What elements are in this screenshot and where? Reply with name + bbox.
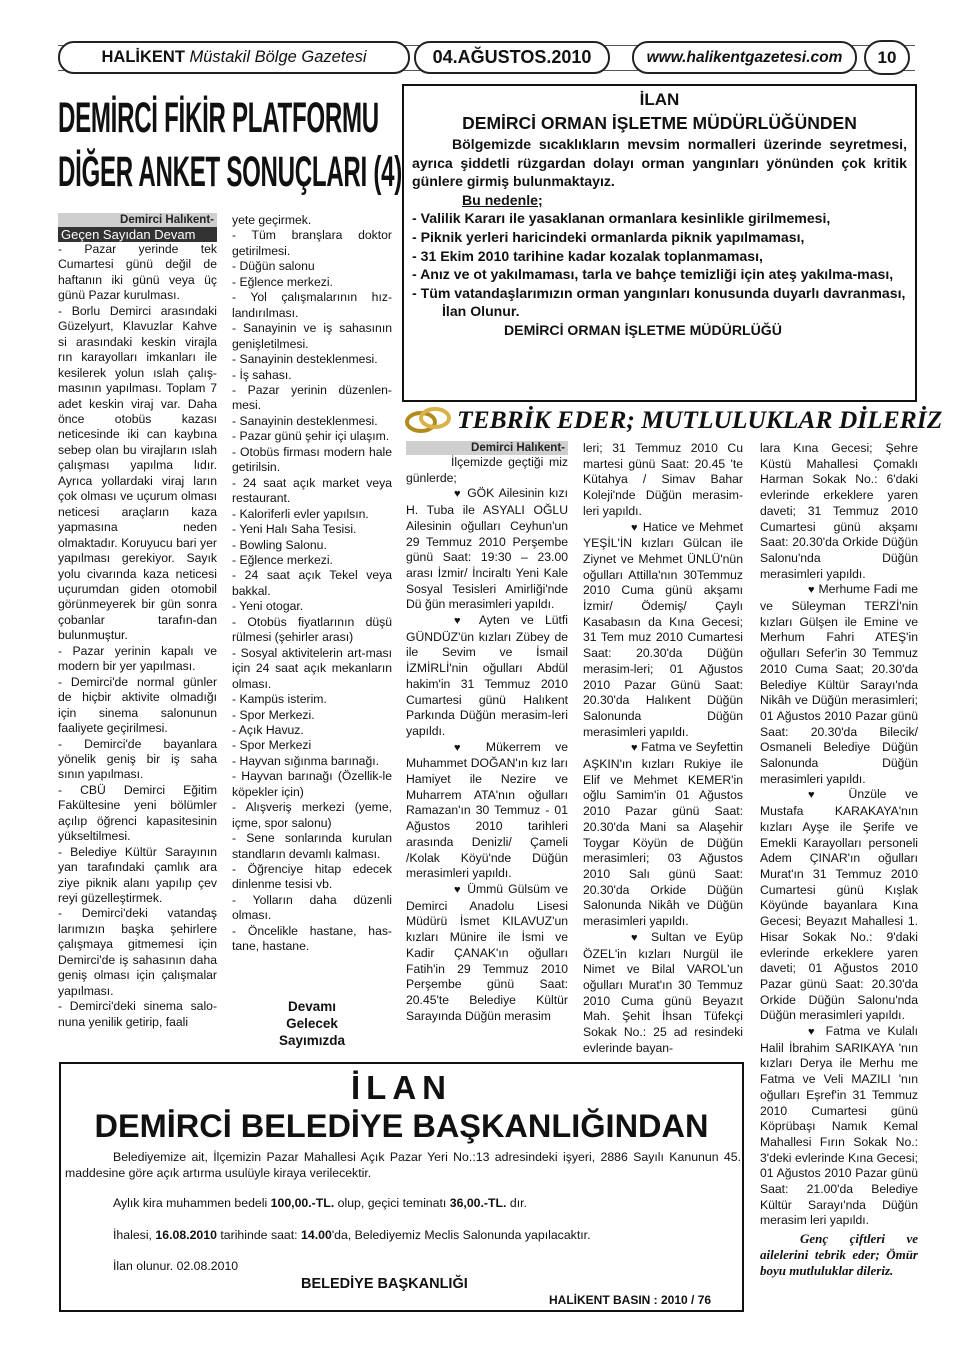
article-item: - Açık Havuz. xyxy=(232,722,304,737)
continued-line: Gelecek xyxy=(286,1016,338,1031)
congrats-entry-text: Fatma ve Seyfettin AŞKIN'ın kızları Rukiye ile Elif ve Mehmet KEMER'in oğlu Samim'in 01 Ağustos 2010 Pazar günü Saat: 20.30'da Mani sa Alaşehir Toygar Köyün de Düğün merasimleri; 03 Ağustos 2010 Salı günü Saat: 20.30'da Orkide Düğün Salonunda Nikâh ve Düğün merasimleri yapıldı. xyxy=(583,740,743,929)
municipality-signature: BELEDİYE BAŞKANLIĞI xyxy=(301,1276,468,1292)
continued-line: Devamı xyxy=(287,999,337,1014)
municipality-notice-body: Belediyemize ait, İlçemizin Pazar Mahallesi Açık Pazar Yeri No.:13 adresindeki işyeri, 2886 Sayılı Kanunun 45. maddesine göre açık artırma usulüyle kiraya verilecektir. xyxy=(65,1150,741,1180)
forest-notice-item: - Anız ve ot yakılmaması, tarla ve bahçe temizliği için ateş yakılma-ması, xyxy=(412,266,894,283)
article-item: - Pazar yerinin düzenlen-mesi. xyxy=(232,382,392,413)
article-item: - Eğlence merkezi. xyxy=(232,274,333,289)
article-paragraph: - Demirci'deki vatandaş larımızın başka şehirlere çalışmaya gitmemesi için Demirci'de iş sahasının daha geniş olması için çalışmalar yapılması. xyxy=(58,906,217,998)
congrats-intro: İlçemizde geçtiği miz günlerde; xyxy=(406,455,568,485)
article-paragraph: - CBÜ Demirci Eğitim Fakültesine yeni bölümler açılıp öğrenci kapasitesinin yükseltilmesi. xyxy=(58,782,217,844)
heart-icon: ♥ xyxy=(631,521,639,534)
wedding-rings-icon xyxy=(402,404,454,436)
rent-amount: 100,00.-TL. xyxy=(270,1196,335,1210)
heart-icon: ♥ xyxy=(454,883,463,896)
heart-icon: ♥ xyxy=(631,742,638,755)
congrats-entry xyxy=(760,1024,918,1229)
article-item: - Sene sonlarında kurulan standların devamlı kalması. xyxy=(232,831,392,861)
article-item: - İş sahası. xyxy=(232,367,292,382)
forest-notice-item: - Tüm vatandaşlarımızın orman yangınları konusunda duyarlı davranması, xyxy=(412,284,906,301)
continued-note xyxy=(232,998,392,1049)
article-item: - Kaloriferli evler yapılsın. xyxy=(232,506,369,521)
article-item: - Alışveriş merkezi (yeme, içme, spor salonu) xyxy=(232,800,392,830)
municipality-notice-title: İLAN xyxy=(351,1069,452,1106)
website-link[interactable]: www.halikentgazetesi.com xyxy=(632,41,857,74)
congrats-entry-text: Hatice ve Mehmet YEŞİL'İN kızları Gülcan ile Ziynet ve Mehmet ÜNLÜ'nün oğulları Attilla'nın 30Temmuz 2010 Cuma günü akşamı İzmir/ Ödemiş/ Çaylı Kasabasın da Kına Gecesi; 31 Tem muz 2010 Cumartesi Saat: 20.30'da Düğün merasim-leri; 01 Ağustos 2010 Pazar Günü Saat: 20.30'da Halıkent Düğün Salonunda Düğün merasimleri yapıldı. xyxy=(583,519,743,739)
issue-date: 04.AĞUSTOS.2010 xyxy=(414,41,610,74)
forest-notice-title: İLAN xyxy=(639,90,680,109)
article-item: - Spor Merkezi xyxy=(232,738,312,753)
article-item: - Otobüs firması modern hale getirilsin. xyxy=(232,444,392,475)
article-item: - Bowling Salonu. xyxy=(232,537,327,552)
article-paragraph: - Borlu Demirci arasındaki Güzelyurt, Klavuzlar Kahve si arasındaki keskin virajla rın karayolları imkanları ile kesilerek yolun ıslah çalış-masının yapılması. Toplam 7 adet keskin viraj var. Daha önce otobüs kazası neticesinde iki can kaybına sebep olan bu virajların ıslah çalışması yapılma lıdır. Ayrıca yollardaki viraj ların çok olması ve uçurum olması neticesi araçların kaza yapmasına neden olmaktadır. Koruyucu bari yer yapılması gerekiyor. Sayık yolu civarında kaza neticesi uçurumdan giden otomobil görünmeyerek bir gün sonra çobanlar tarafın-dan bulunmuştur. xyxy=(58,303,217,643)
auction-date: 16.08.2010 xyxy=(155,1228,217,1242)
paper-name-pill xyxy=(58,41,410,74)
congrats-entry xyxy=(583,930,743,1057)
article-item: - Yolların daha düzenli olması. xyxy=(232,892,392,923)
forest-notice-subtitle: DEMİRCİ ORMAN İŞLETME MÜDÜRLÜĞÜNDEN xyxy=(462,113,857,133)
press-code: HALİKENT BASIN : 2010 / 76 xyxy=(549,1293,712,1307)
municipality-rent-line xyxy=(113,1196,527,1210)
municipality-date-line xyxy=(113,1228,590,1242)
paper-tagline: Müstakil Bölge Gazetesi xyxy=(189,48,367,66)
article-title-line1: DEMİRCİ FİKİR PLATFORMU xyxy=(58,94,379,142)
congrats-entry-text: Merhume Fadi me ve Süleyman TERZİ'nin kızları Gülşen ile Emine ve Merhum Fahri ATEŞ'in oğulları Sefer'in 30 Temmuz 2010 Cuma Saat; 20.30'da Belediye Kültür Sarayı'nda Nikâh ve Düğün merasimleri; 01 Ağustos 2010 Pazar günü Saat: 20.30'da Bilecik/ Osmaneli Belediye Düğün Salonunda Düğün merasimleri yapıldı. xyxy=(760,582,918,786)
article-item: - 24 saat açık Tekel veya bakkal. xyxy=(232,568,392,598)
article-subhead: Geçen Sayıdan Devam xyxy=(58,227,217,242)
article-item: - Yeni otogar. xyxy=(232,599,304,614)
congrats-column-1 xyxy=(406,441,568,1057)
article-paragraph: - Pazar yerinin kapalı ve modern bir yer yapılması. xyxy=(58,643,217,674)
congrats-source: Demirci Halıkent- xyxy=(406,441,568,455)
forest-notice-intro: Bölgemizde sıcaklıkların mevsim normalleri üzerinde seyretmesi, ayrıca şiddetli rüzgardan dolayı orman yangınları yönünden çok kritik günlere girmiş bulunmaktayız. xyxy=(412,136,907,190)
congrats-entry-text: Ayten ve Lütfi GÜNDÜZ'ün kızları Zübey de ile Sevim ve İsmail İZMİRLİ'nin oğulları Abdül hakim'in 31 Temmuz 2010 Cumartesi günü Halıkent Parkında Düğün merasim-leri yapıldı. xyxy=(406,613,568,738)
article-item: - Tüm branşlara doktor getirilmesi. xyxy=(232,228,392,258)
municipality-announced: İlan olunur. 02.08.2010 xyxy=(113,1259,239,1273)
date-text: İhalesi, xyxy=(113,1228,156,1242)
article-item: - Spor Merkezi. xyxy=(232,707,315,722)
rent-text: dır. xyxy=(506,1196,527,1210)
congrats-entry-text: Fatma ve Kulalı Halil İbrahim SARIKAYA 'nın kızları Derya ile Merhu me Fatma ve Veli MAZILI 'nın oğulları Eşref'in 31 Temmuz 2010 Cumartesi günü Köprübaşı Namık Kemal Mahallesi Fırın Sokak No.: 3'deki evlerinde Kına Gecesi; 01 Ağustos 2010 Pazar günü Saat: 21.00'da Belediye Kültür Sarayı'nda Düğün merasim leri yapıldı. xyxy=(760,1024,918,1228)
article-item: - Yeni Halı Saha Tesisi. xyxy=(232,522,357,537)
article-item: - Sanayinin ve iş sahasının genişletilmesi. xyxy=(232,321,392,351)
congrats-entry xyxy=(406,613,568,740)
article-item: - Pazar günü şehir içi ulaşım. xyxy=(232,429,390,444)
paper-name: HALİKENT xyxy=(101,48,185,66)
forest-notice-item: - 31 Ekim 2010 tarihine kadar kozalak toplanmaması, xyxy=(412,247,763,264)
article-item: - Öğrenciye hitap edecek dinlenme tesisi vb. xyxy=(232,862,392,892)
congrats-column-3 xyxy=(760,441,918,1317)
article-item: - 24 saat açık market veya restaurant. xyxy=(232,475,392,506)
heart-icon: ♥ xyxy=(808,584,815,597)
article-item: - Eğlence merkezi. xyxy=(232,552,333,567)
date-text: 'da, Belediyemiz Meclis Salonunda yapılacaktır. xyxy=(331,1228,591,1242)
page-number: 10 xyxy=(864,40,910,75)
article-item: - Hayvan sığınma barınağı. xyxy=(232,753,379,768)
forest-notice-box xyxy=(402,84,917,402)
heart-icon: ♥ xyxy=(454,615,469,628)
municipality-notice-box xyxy=(59,1062,744,1312)
article-column-1 xyxy=(58,213,217,1063)
article-item: - Hayvan barınağı (Özellik-le köpekler için) xyxy=(232,769,392,799)
municipality-notice-subtitle: DEMİRCİ BELEDİYE BAŞKANLIĞINDAN xyxy=(94,1108,709,1144)
congrats-entry-text: GÖK Ailesinin kızı H. Tuba ile ASYALI OĞLU Ailesinin oğulları Ceyhun'un 29 Temmuz 2010 Perşembe günü Saat: 19:30 – 23.00 arası İzmir/ İnciraltı Yeni Kale Sosyal Tesisleri Amirliği'nde Dü ğün merasimleri yapıldı. xyxy=(406,486,568,612)
congrats-entry xyxy=(583,740,743,929)
article-item: - Otobüs fiyatlarının düşü rülmesi (şehirler arası) xyxy=(232,614,392,645)
congrats-entry-text: Mükerrem ve Muhammet DOĞAN'ın kız ları Hamiyet ile Nezire ve Muharrem ATA'nın oğulları Ramazan'ın 30 Temmuz - 01 Ağustos 2010 tarihleri arasında Denizli/ Çameli /Kolak Köyü'nde Düğün merasimleri yapıldı. xyxy=(406,739,568,881)
article-title xyxy=(58,92,402,200)
article-item: - Öncelikle hastane, has-tane, hastane. xyxy=(232,923,392,954)
article-paragraph: - Belediye Kültür Sarayının yan tarafındaki çamlık ara ziye piknik alanı yapılıp çev reyi güzelleştirmek. xyxy=(58,844,217,906)
congrats-entry-text: Ümmü Gülsüm ve Demirci Anadolu Lisesi Müdürü İsmet KILAVUZ'un kızları Münire ile İsmi ve Kadir ÇANAK'ın oğulları Fatih'in 29 Temmuz 2010 Perşembe günü Saat: 20.45'te Belediye Kültür Sarayında Düğün merasim xyxy=(406,881,568,1023)
article-source: Demirci Halıkent- xyxy=(58,213,217,227)
article-item: - Düğün salonu xyxy=(232,259,315,274)
article-paragraph: - Pazar yerinde tek Cumartesi günü değil de haftanın iki günü veya üç günü Pazar kurulması. xyxy=(58,242,217,303)
article-paragraph: - Demirci'deki sinema salo-nuna yenilik getirip, faali xyxy=(58,999,217,1029)
forest-notice-signature: DEMİRCİ ORMAN İŞLETME MÜDÜRLÜĞÜ xyxy=(504,321,782,338)
heart-icon: ♥ xyxy=(808,789,830,802)
article-item: - Sanayinin desteklenmesi. xyxy=(232,413,378,428)
article-title-line2: DİĞER ANKET SONUÇLARI (4) xyxy=(58,148,402,196)
forest-notice-closing: İlan Olunur. xyxy=(442,303,520,320)
congrats-title: TEBRİK EDER; MUTLULUKLAR DİLERİZ xyxy=(457,405,943,434)
congrats-entry xyxy=(406,740,568,882)
congrats-entry xyxy=(406,486,568,613)
heart-icon: ♥ xyxy=(454,488,463,501)
congrats-entry xyxy=(760,582,918,787)
date-text: tarihinde saat: xyxy=(216,1228,302,1242)
congrats-entry-text: leri; 31 Temmuz 2010 Cu martesi günü Saat: 20.45 'te Kütahya / Simav Bahar Koleji'nde Düğün merasim-leri yapıldı. xyxy=(583,441,743,518)
article-item: - Yol çalışmalarının hız-landırılması. xyxy=(232,290,392,320)
article-item: - Kampüs isterim. xyxy=(232,692,327,707)
congrats-closing: Genç çiftleri ve ailelerini tebrik eder; Ömür boyu mutluluklar dileriz. xyxy=(760,1231,918,1279)
congrats-entry-text: Sultan ve Eyüp ÖZEL'in kızları Nurgül ile Nimet ve Bilal VAROL'un oğulları Murat'ın 30 Temmuz 2010 Cuma günü Beyazıt Mah. Şehit İhsan Tüfekçi Sokak No.: 25 ad resindeki evlerinde bayan- xyxy=(583,929,743,1055)
congrats-entry-text: lara Kına Gecesi; Şehre Küstü Mahallesi Çomaklı Harman Sokak No.: 6'daki evlerinde erkeklere yaren daveti; 31 Temmuz 2010 Cumartesi günü akşamı Saat: 20.30'da Orkide Düğün Salonu'nda Düğün merasimleri yapıldı. xyxy=(760,441,918,581)
rent-text: Aylık kira muhammen bedeli xyxy=(113,1196,271,1210)
article-item: - Sanayinin desteklenmesi. xyxy=(232,352,378,367)
congrats-column-2 xyxy=(583,441,743,1059)
congrats-entry xyxy=(406,882,568,1024)
article-column-2 xyxy=(232,213,392,993)
forest-notice-item: - Valilik Kararı ile yasaklanan ormanlara kesinlikle girilmemesi, xyxy=(412,210,831,227)
deposit-amount: 36,00.-TL. xyxy=(449,1196,507,1210)
heart-icon: ♥ xyxy=(808,1026,819,1039)
article-item: yete geçirmek. xyxy=(232,213,312,227)
article-item: - Sosyal aktivitelerin art-ması için 24 saat açık mekanların olması. xyxy=(232,645,392,691)
forest-notice-item: - Piknik yerleri haricindeki ormanlarda piknik yapılmaması, xyxy=(412,228,805,245)
article-paragraph: - Demirci'de normal günler de hiçbir aktivite olmadığı için sinema salonunun faaliyete geçirilmesi. xyxy=(58,674,217,736)
rent-text: olup, geçici teminatı xyxy=(334,1196,450,1210)
congrats-entry xyxy=(760,787,918,1024)
forest-notice-reason: Bu nedenle; xyxy=(462,191,543,208)
auction-time: 14.00 xyxy=(301,1228,332,1242)
congrats-entry-text: Ünzüle ve Mustafa KARAKAYA'nın kızları Ayşe ile Şerife ve Emekli Karayolları personeli Adem ÇINAR'ın oğulları Murat'ın 31 Temmuz 2010 Cumartesi günü Kışlak Köyünde bayanlara Kına Gecesi; Beyazıt Mahallesi 1. Hisar Sokak No.: 9'daki evlerinde erkeklere yaren daveti; 01 Ağustos 2010 Pazar günü Saat: 20.30'da Orkide Düğün Salonu'nda Düğün merasimleri yapıldı. xyxy=(760,787,918,1023)
heart-icon: ♥ xyxy=(631,931,643,944)
article-paragraph: - Demirci'de bayanlara yönelik geniş bir iş saha sının yapılması. xyxy=(58,736,217,782)
congrats-entry xyxy=(583,520,743,741)
continued-line: Sayımızda xyxy=(278,1033,346,1048)
heart-icon: ♥ xyxy=(454,741,472,754)
